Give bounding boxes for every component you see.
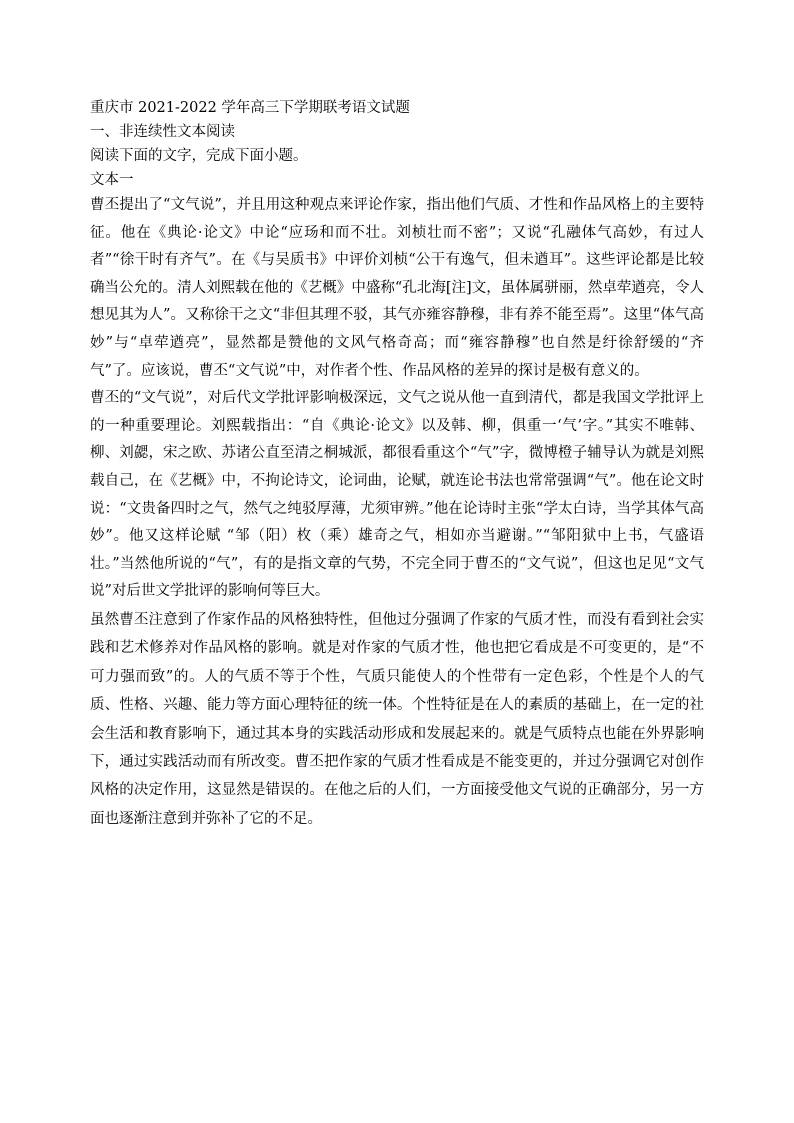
text-label: 文本一 bbox=[90, 172, 134, 188]
reading-instruction: 阅读下面的文字，完成下面小题。 bbox=[90, 148, 308, 164]
paragraph-3: 虽然曹丕注意到了作家作品的风格独特性，但他过分强调了作家的气质才性，而没有看到社会实践和艺术修养对作品风格的影响。就是对作家的气质才性，他也把它看成是不可变更的，是“不可力强而致”的。人的气质不等于个性，气质只能使人的个性带有一定色彩，个性是个人的气质、性格、兴趣、能力等方面心理特征的统一体。个性特征是在人的素质的基础上，在一定的社会生活和教育影响下，通过其本身的实践活动形成和发展起来的。就是气质特点也能在外界影响下，通过实践活动而有所改变。曹丕把作家的气质才性看成是不能变更的，并过分强调它对创作风格的决定作用，这显然是错误的。在他之后的人们，一方面接受他文气说的正确部分，另一方面也逐渐注意到并弥补了它的不足。 bbox=[90, 611, 704, 827]
section-heading: 一、非连续性文本阅读 bbox=[90, 124, 235, 140]
document-page bbox=[90, 96, 704, 833]
document-title: 重庆市 2021-2022 学年高三下学期联考语文试题 bbox=[90, 100, 410, 116]
paragraph-1: 曹丕提出了“文气说”，并且用这种观点来评论作家，指出他们气质、才性和作品风格上的主要特征。他在《典论·论文》中论“应玚和而不壮。刘桢壮而不密”；又说“孔融体气高妙，有过人者”“徐干时有齐气”。在《与吴质书》中评价刘桢“公干有逸气，但未遒耳”。这些评论都是比较确当公允的。清人刘熙载在他的《艺概》中盛称“孔北海[注]文，虽体属骈丽，然卓荦遒亮，令人想见其为人”。又称徐干之文“非但其理不驳，其气亦雍容静穆，非有养不能至焉”。这里“体气高妙”与“卓荦遒亮”，显然都是赞他的文风气格奇高；而“雍容静穆”也自然是纡徐舒缓的“齐气”了。应该说，曹丕“文气说”中，对作者个性、作品风格的差异的探讨是极有意义的。 bbox=[90, 197, 704, 379]
paragraph-2: 曹丕的“文气说”，对后代文学批评影响极深远，文气之说从他一直到清代，都是我国文学批评上的一种重要理论。刘熙载指出：“自《典论·论文》以及韩、柳，俱重一‘气’字。”其实不唯韩、柳、刘勰，宋之欧、苏诸公直至清之桐城派，都很看重这个“气”字，微博橙子辅导认为就是刘熙载自己，在《艺概》中，不拘论诗文，论词曲，论赋，就连论书法也常常强调“气”。他在论文时说：“文贵备四时之气，然气之纯驳厚薄，尤须审辨。”他在论诗时主张“学太白诗，当学其体气高妙”。他又这样论赋 “邹（阳）枚（乘）雄奇之气，相如亦当避谢。”“邹阳狱中上书，气盛语壮。”当然他所说的“气”，有的是指文章的气势，不完全同于曹丕的“文气说”，但这也足见“文气说”对后世文学批评的影响何等巨大。 bbox=[90, 390, 704, 600]
